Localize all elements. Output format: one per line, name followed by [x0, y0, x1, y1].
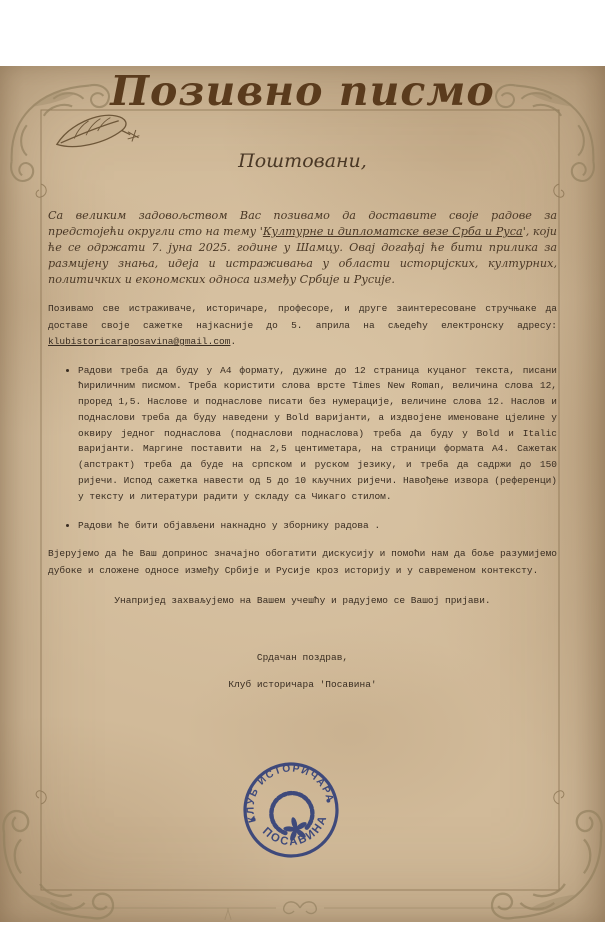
scroll-flourish-icon — [56, 902, 544, 920]
email-link[interactable]: klubistoricaraposavina@gmail.com — [48, 336, 231, 347]
letter-page — [0, 66, 605, 922]
submission-guidelines-list — [48, 363, 557, 534]
letter-content — [0, 66, 605, 694]
svg-text:КЛУБ ИСТОРИЧАРА — [236, 754, 335, 824]
paragraph-call — [48, 301, 557, 351]
paragraph-intro — [48, 208, 557, 288]
club-stamp-seal — [230, 749, 351, 870]
intro-text-pre: Са великим задовољством Вас позивамо да доставите своје радове за предстојећи округли сто на тему ' — [48, 209, 557, 238]
salutation-text: Поштовани, — [238, 150, 367, 172]
call-text-pre: Позивамо све истраживаче, историчаре, професоре, и друге заинтересоване стручњаке да доставе своје сажетке најкасније до 5. априла на сљедећу електронску адресу: — [48, 303, 557, 331]
list-item: • Радови треба да буду у А4 формату, дужине до 12 страница куцаног текста, писани ћириличним писмом. Треба користити слова врсте Times New Roman, величина слова 12, проред 1,5. Наслове и поднаслове писати без нумерације, величине слова 12. Наслов и поднаслови треба да буду наведени у Bold варијанти, а издвојене именоване цјелине у оквиру једног поднаслова (поднаслови поднаслова) треба да буду у Bold и Italic варијанти. Маргине поставити на 2,5 центиметара, на страници формата А4. Сажетак (апстракт) треба да буде на српском и руском језику, и треба да садржи до 150 ријечи. Испод сажетка навести од 5 до 10 кључних ријечи. Навођење извора (референци) у тексту и литератури радити у складу са Чикаго стилом. — [78, 363, 557, 505]
corner-flourish-icon — [491, 810, 605, 926]
topic-underlined: Културне и дипломатске везе Срба и Руса — [262, 225, 523, 238]
list-item: • Радови ће бити објављени накнадно у зборнику радова . — [78, 518, 557, 534]
signature-text: Клуб историчара 'Посавина' — [228, 679, 377, 691]
thanks-text: Унапријед захваљујемо на Вашем учешћу и радујемо се Вашој пријави. — [114, 595, 491, 607]
stamp-arc-top-text: КЛУБ ИСТОРИЧАРА — [245, 763, 336, 824]
corner-flourish-icon — [0, 810, 114, 926]
call-text-post: . — [230, 336, 237, 347]
paragraph-belief: Вјерујемо да ће Ваш допринос значајно обогатити дискусију и помоћи нам да боље разумијемо дубоке и сложене односе између Србије и Русије кроз историју и у савременом контексту. — [48, 548, 557, 576]
page-title: Позивно писмо — [110, 67, 495, 115]
intro-text-post: ', који ће се одржати 7. јуна 2025. године у Шамцу. Овај догађај ће бити прилика за размијену знања, идеја и истраживања у области историјских, културних, политичких и економских односа између Србије и Русије. — [48, 225, 557, 286]
stamp-arc-bottom-text: ПОСАВИНА — [260, 812, 330, 849]
closing-text: Срдачан поздрав, — [256, 651, 349, 663]
